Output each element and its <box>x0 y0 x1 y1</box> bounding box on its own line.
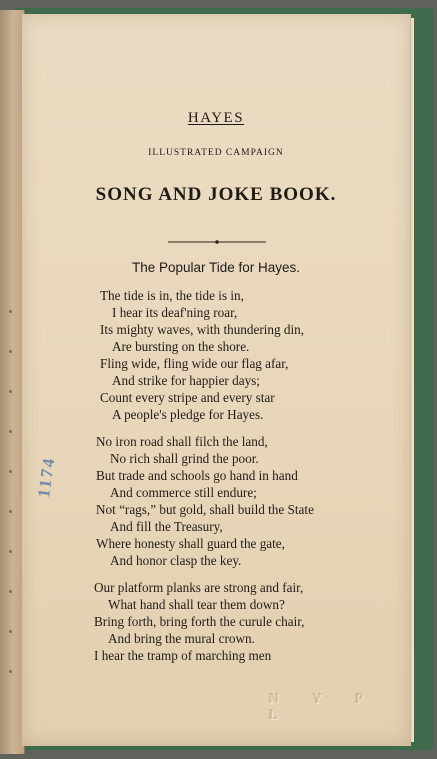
heading-hayes: HAYES <box>187 110 245 126</box>
embossed-mark: N Y P L <box>269 692 378 723</box>
poem-line: Its mighty waves, with thundering din, <box>100 322 305 337</box>
poem-line: And strike for happier days; <box>112 373 260 388</box>
book-page <box>22 14 410 746</box>
divider-ornament <box>168 240 266 244</box>
poem-line: Not “rags,” but gold, shall build the State <box>96 502 314 517</box>
poem-line: I hear its deaf'ning roar, <box>112 305 238 320</box>
heading-book-title: SONG AND JOKE BOOK. <box>95 184 337 205</box>
poem-line: I hear the tramp of marching men <box>94 648 272 663</box>
poem-line: And commerce still endure; <box>110 485 257 500</box>
poem-line: Our platform planks are strong and fair, <box>94 580 304 595</box>
poem-line: The tide is in, the tide is in, <box>100 288 244 303</box>
poem-line: And bring the mural crown. <box>108 631 255 646</box>
poem-line: And fill the Treasury, <box>110 519 223 534</box>
poem-line: Are bursting on the shore. <box>112 339 250 354</box>
poem-line: Where honesty shall guard the gate, <box>96 536 285 551</box>
poem-line: No iron road shall filch the land, <box>96 434 268 449</box>
poem-line: Count every stripe and every star <box>100 390 275 405</box>
poem-line: What hand shall tear them down? <box>108 597 285 612</box>
poem-line: Bring forth, bring forth the curule chair, <box>94 614 305 629</box>
poem-line: But trade and schools go hand in hand <box>96 468 298 483</box>
poem-line: Fling wide, fling wide our flag afar, <box>100 356 289 371</box>
heading-campaign: ILLUSTRATED CAMPAIGN <box>148 148 284 158</box>
poem-line: A people's pledge for Hayes. <box>112 407 264 422</box>
poem-line: And honor clasp the key. <box>110 553 242 568</box>
poem-line: No rich shall grind the poor. <box>110 451 259 466</box>
poem-title: The Popular Tide for Hayes. <box>131 260 301 275</box>
library-stamp: 1174 <box>34 455 59 499</box>
